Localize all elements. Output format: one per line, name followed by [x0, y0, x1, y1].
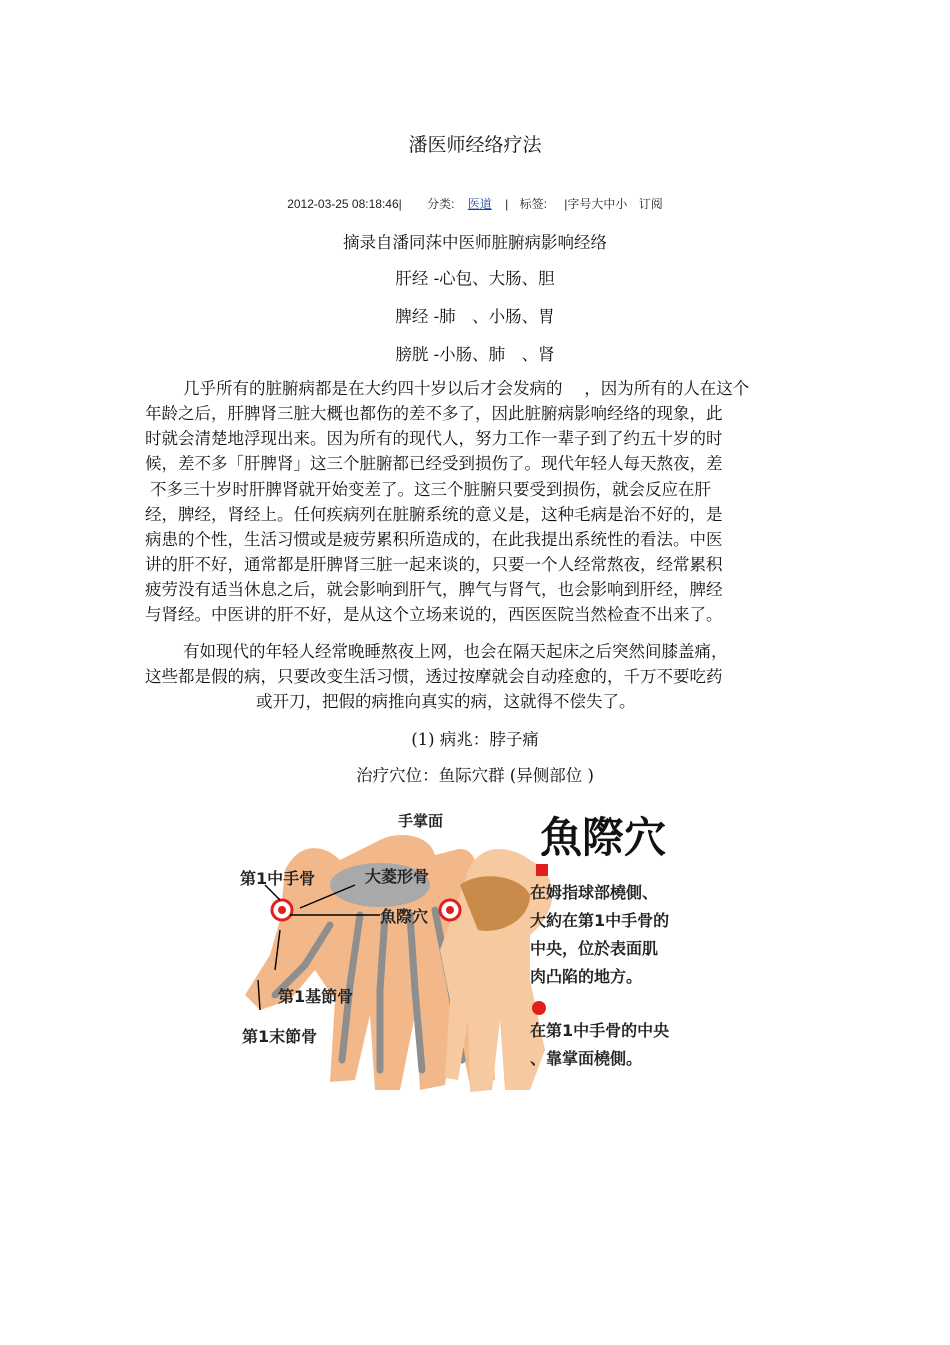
desc-line: 中央，位於表面肌: [530, 939, 659, 958]
font-size-options[interactable]: |字号大中小: [564, 197, 628, 211]
paragraph-line: 或开刀，把假的病推向真实的病，这就得不偿失了。: [256, 692, 636, 711]
meridian-relation-2: 脾经 -肺 、小肠、胃: [395, 307, 555, 326]
meta-separator: |: [505, 197, 509, 211]
desc-line: 肉凸陷的地方。: [530, 967, 643, 986]
illness-line: (1) 病兆：脖子痛: [411, 730, 539, 749]
category-link[interactable]: 医道: [467, 197, 492, 211]
paragraph-line: 疲劳没有适当休息之后，就会影响到肝气，脾气与肾气，也会影响到肝经，脾经: [145, 580, 723, 599]
desc-line: 在姆指球部橈側、: [530, 883, 659, 902]
right-yuji-dot: [446, 906, 454, 914]
post-meta: [0, 195, 950, 212]
label-yuji: 魚際穴: [380, 907, 429, 926]
excerpt-line: 摘录自潘同莯中医师脏腑病影响经络: [343, 233, 607, 252]
acupoint-title: 魚際穴: [540, 813, 667, 862]
paragraph-line: 不多三十岁时肝脾肾就开始变差了。这三个脏腑只要受到损伤，就会反应在肝: [150, 480, 711, 499]
paragraph-line: 年龄之后，肝脾肾三脏大概也都伤的差不多了，因此脏腑病影响经络的现象，此: [145, 404, 723, 423]
meridian-relation-3: 膀胱 -小肠、肺 、肾: [395, 345, 555, 364]
paragraph-line: 这些都是假的病，只要改变生活习惯，透过按摩就会自动痊愈的，千万不要吃药: [145, 667, 723, 686]
paragraph-line: 病患的个性，生活习惯或是疲劳累积所造成的，在此我提出系统性的看法。中医: [145, 530, 723, 549]
treatment-line: 治疗穴位：鱼际穴群 (异侧部位 ): [356, 766, 594, 785]
paragraph-line: 经，脾经，肾经上。任何疾病列在脏腑系统的意义是，这种毛病是治不好的，是: [145, 505, 723, 524]
subscribe-link[interactable]: 订阅: [638, 197, 663, 211]
paragraph-line: 讲的肝不好，通常都是肝脾肾三脏一起来谈的，只要一个人经常熬夜，经常累积: [145, 555, 723, 574]
desc-line: 在第1中手骨的中央: [530, 1021, 670, 1040]
category-label: 分类:: [427, 197, 455, 211]
paragraph-line: 几乎所有的脏腑病都是在大约四十岁以后才会发病的 ，因为所有的人在这个: [183, 379, 750, 398]
post-datetime: 2012-03-25 08:18:46|: [287, 197, 402, 211]
acupoint-description-1: [530, 883, 669, 986]
circle-marker-icon: [532, 1001, 546, 1015]
label-trapezium: 大菱形骨: [365, 867, 430, 886]
paragraph-line: 时就会清楚地浮现出来。因为所有的现代人，努力工作一辈子到了约五十岁的时: [145, 429, 723, 448]
page-title: 潘医师经络疗法: [408, 134, 542, 156]
palm-label: 手掌面: [398, 812, 444, 830]
tag-label: 标签:: [519, 197, 547, 211]
acupoint-description-2: [530, 1021, 669, 1068]
label-metacarpal: 第1中手骨: [240, 869, 316, 888]
left-yuji-dot: [278, 906, 286, 914]
square-marker-icon: [536, 864, 548, 876]
desc-line: 大約在第1中手骨的: [530, 911, 670, 930]
paragraph-line: 有如现代的年轻人经常晚睡熬夜上网，也会在隔天起床之后突然间膝盖痛，: [183, 642, 728, 661]
desc-line: 、靠掌面橈側。: [530, 1049, 643, 1068]
paragraph-line: 与肾经。中医讲的肝不好，是从这个立场来说的，西医医院当然检查不出来了。: [145, 605, 723, 624]
acupoint-figure: [230, 800, 720, 1100]
hand-illustration: [230, 800, 720, 1100]
meridian-relation-1: 肝经 -心包、大肠、胆: [395, 269, 555, 288]
label-proximal: 第1基節骨: [278, 987, 354, 1006]
label-distal: 第1末節骨: [242, 1027, 318, 1046]
paragraph-line: 候，差不多「肝脾肾」这三个脏腑都已经受到损伤了。现代年轻人每天熬夜，差: [145, 454, 723, 473]
